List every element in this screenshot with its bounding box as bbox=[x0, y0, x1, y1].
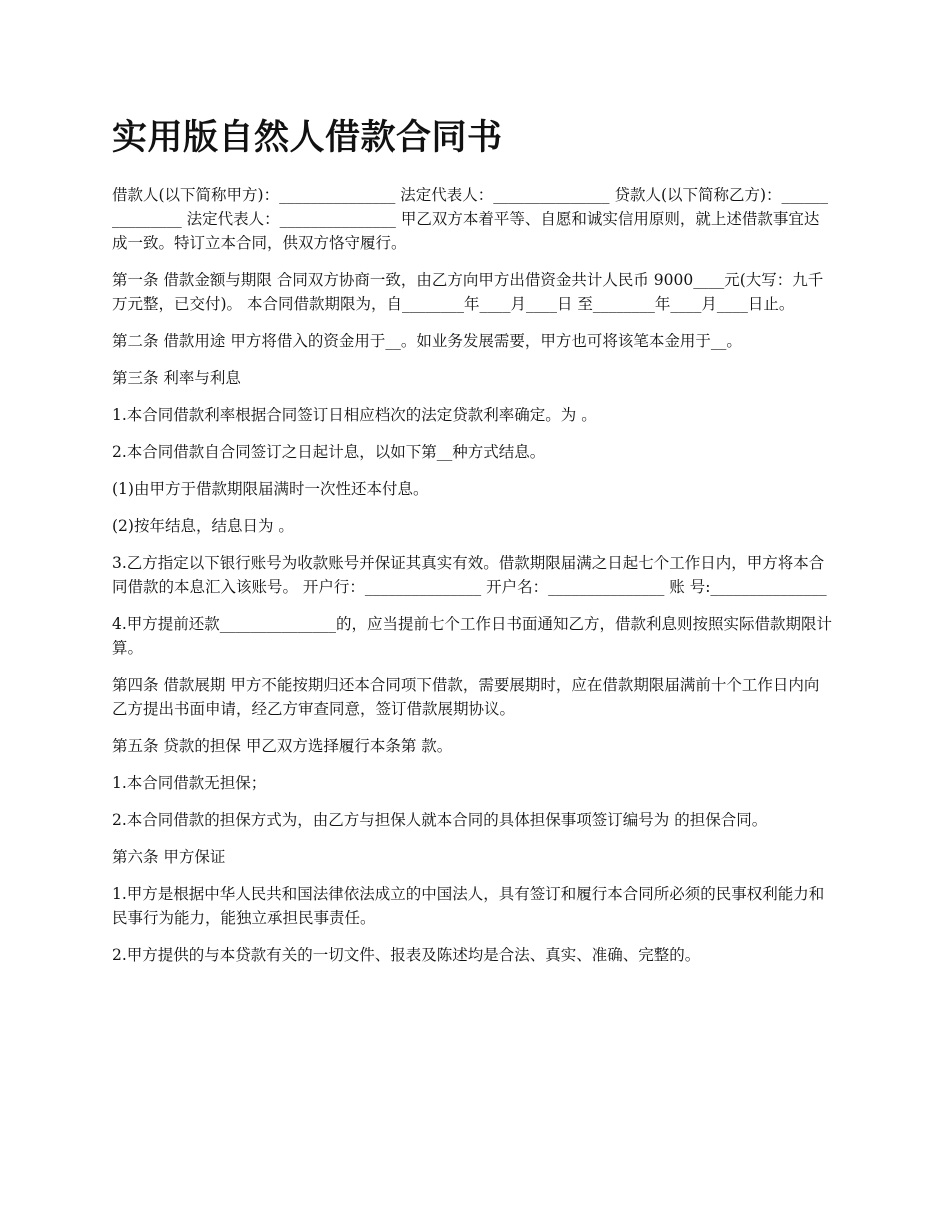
paragraph-article-5: 第五条 贷款的担保 甲乙双方选择履行本条第 款。 bbox=[112, 737, 453, 755]
paragraph-parties: 借款人(以下简称甲方)：_______________ 法定代表人：_______________ 贷款人(以下简称乙方)：_______________ 法定代表人：_______________ 甲乙双方本着平等、自愿和诚实信用原则，就上述借款事宜达成一致。特订立本合同，供双方恪守履行。 bbox=[112, 186, 829, 252]
paragraph-article-1: 第一条 借款金额与期限 合同双方协商一致，由乙方向甲方出借资金共计人民币 9000____元(大写：九千万元整，已交付)。 本合同借款期限为，自________年____月____日 至________年____月____日止。 bbox=[112, 271, 824, 313]
paragraph-article-5-item-1: 1.本合同借款无担保； bbox=[112, 774, 267, 792]
paragraph-article-3-item-1: 1.本合同借款利率根据合同签订日相应档次的法定贷款利率确定。为 。 bbox=[112, 406, 597, 424]
paragraph-article-6-item-1: 1.甲方是根据中华人民共和国法律依法成立的中国法人，具有签订和履行本合同所必须的民事权利能力和民事行为能力，能独立承担民事责任。 bbox=[112, 885, 825, 927]
paragraph-article-2: 第二条 借款用途 甲方将借入的资金用于__。如业务发展需要，甲方也可将该笔本金用于__。 bbox=[112, 332, 742, 350]
paragraph-article-3-option-1: (1)由甲方于借款期限届满时一次性还本付息。 bbox=[112, 480, 429, 498]
document-body bbox=[112, 183, 834, 967]
paragraph-article-3-item-4: 4.甲方提前还款_______________的，应当提前七个工作日书面通知乙方，借款利息则按照实际借款期限计算。 bbox=[112, 615, 833, 657]
paragraph-article-5-item-2: 2.本合同借款的担保方式为，由乙方与担保人就本合同的具体担保事项签订编号为 的担保合同。 bbox=[112, 811, 768, 829]
paragraph-article-3-heading: 第三条 利率与利息 bbox=[112, 369, 241, 387]
paragraph-article-3-option-2: (2)按年结息，结息日为 。 bbox=[112, 517, 294, 535]
paragraph-article-4: 第四条 借款展期 甲方不能按期归还本合同项下借款，需要展期时，应在借款期限届满前十个工作日内向乙方提出书面申请，经乙方审查同意，签订借款展期协议。 bbox=[112, 676, 820, 718]
document-title: 实用版自然人借款合同书 bbox=[112, 118, 503, 158]
paragraph-article-3-item-3: 3.乙方指定以下银行账号为收款账号并保证其真实有效。借款期限届满之日起七个工作日内，甲方将本合同借款的本息汇入该账号。 开户行：_______________ 开户名：_______________ 账 号:_______________ bbox=[112, 554, 827, 596]
paragraph-article-6-heading: 第六条 甲方保证 bbox=[112, 848, 226, 866]
paragraph-article-6-item-2: 2.甲方提供的与本贷款有关的一切文件、报表及陈述均是合法、真实、准确、完整的。 bbox=[112, 946, 701, 964]
paragraph-article-3-item-2: 2.本合同借款自合同签订之日起计息，以如下第__种方式结息。 bbox=[112, 443, 546, 461]
document-page bbox=[112, 0, 834, 980]
